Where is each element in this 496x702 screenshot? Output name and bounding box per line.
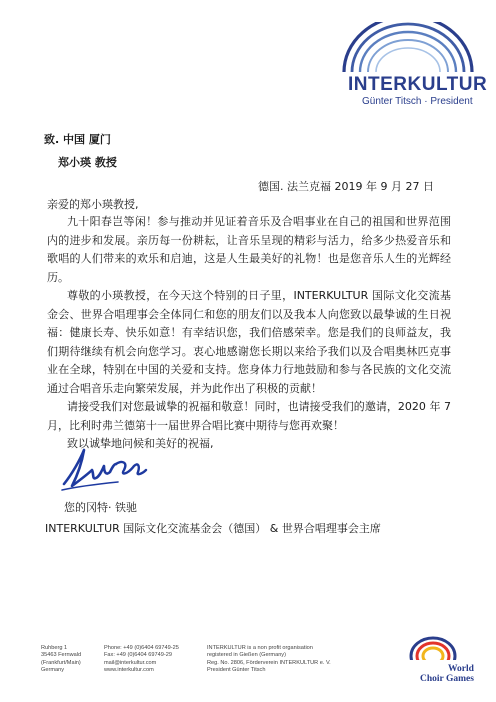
- salutation: 亲爱的郑小瑛教授,: [47, 198, 139, 211]
- letter-body: [47, 213, 451, 454]
- recipient-name: 郑小瑛 教授: [58, 156, 117, 169]
- footer-contact: Phone: +49 (0)6404 69749-25 Fax: +49 (0)6404 69749-29 mail@interkultur.com www.interkultur.com: [104, 645, 179, 673]
- brand-name: INTERKULTUR: [348, 74, 488, 95]
- paragraph-regards: 致以诚挚地问候和美好的祝福,: [67, 437, 214, 450]
- handwritten-signature: [58, 444, 150, 492]
- footer-legal: INTERKULTUR is a non profit organisation registered in Gießen (Germany) Reg. No. 2806, Förderverein INTERKULTUR e. V. President Günter Titsch: [207, 645, 331, 673]
- world-choir-games-wordmark: World Choir Games: [420, 664, 474, 684]
- paragraph-wishes: 尊敬的小瑛教授，在今天这个特别的日子里，INTERKULTUR 国际文化交流基金会、世界合唱理事会全体同仁和您的朋友们以及我本人向您致以最挚诚的生日祝福：健康长寿、快乐如意！有幸结识您，我们倍感荣幸。您是我们的良师益友，我们期待继续有机会向您学习。衷心地感谢您长期以来给予我们以及合唱奥林匹克事业在全球，特别在中国的关爱和支持。您身体力行地鼓励和参与各民族的文化交流通过合唱音乐走向繁荣发展，并为此作出了积极的贡献！: [47, 289, 451, 395]
- closing-signature-name: 您的冈特· 铁驰: [64, 501, 137, 514]
- footer-address: Ruhberg 1 35463 Fernwald (Frankfurt/Main) Germany: [41, 645, 82, 673]
- recipient-location: 致. 中国 厦门: [44, 133, 111, 146]
- interkultur-arcs-logo: [338, 22, 478, 74]
- paragraph-invitation: 请接受我们对您最诚挚的祝福和敬意！同时，也请接受我们的邀请，2020 年 7 月，比利时弗兰德第十一届世界合唱比赛中期待与您再欢聚！: [47, 400, 451, 432]
- letter-date: 德国. 法兰克福 2019 年 9 月 27 日: [258, 180, 434, 193]
- signer-title: INTERKULTUR 国际文化交流基金会（德国） & 世界合唱理事会主席: [45, 522, 381, 535]
- paragraph-birthday: 九十阳春岂等闲！参与推动并见证着音乐及合唱事业在自己的祖国和世界范围内的进步和发展。亲历每一份耕耘，让音乐呈现的精彩与活力，给多少热爱音乐和歌唱的人们带来的欢乐和启迪，这是人生最美好的礼物！也是您音乐人生的光辉经历。: [47, 215, 451, 284]
- brand-subtitle: Günter Titsch · President: [362, 96, 473, 107]
